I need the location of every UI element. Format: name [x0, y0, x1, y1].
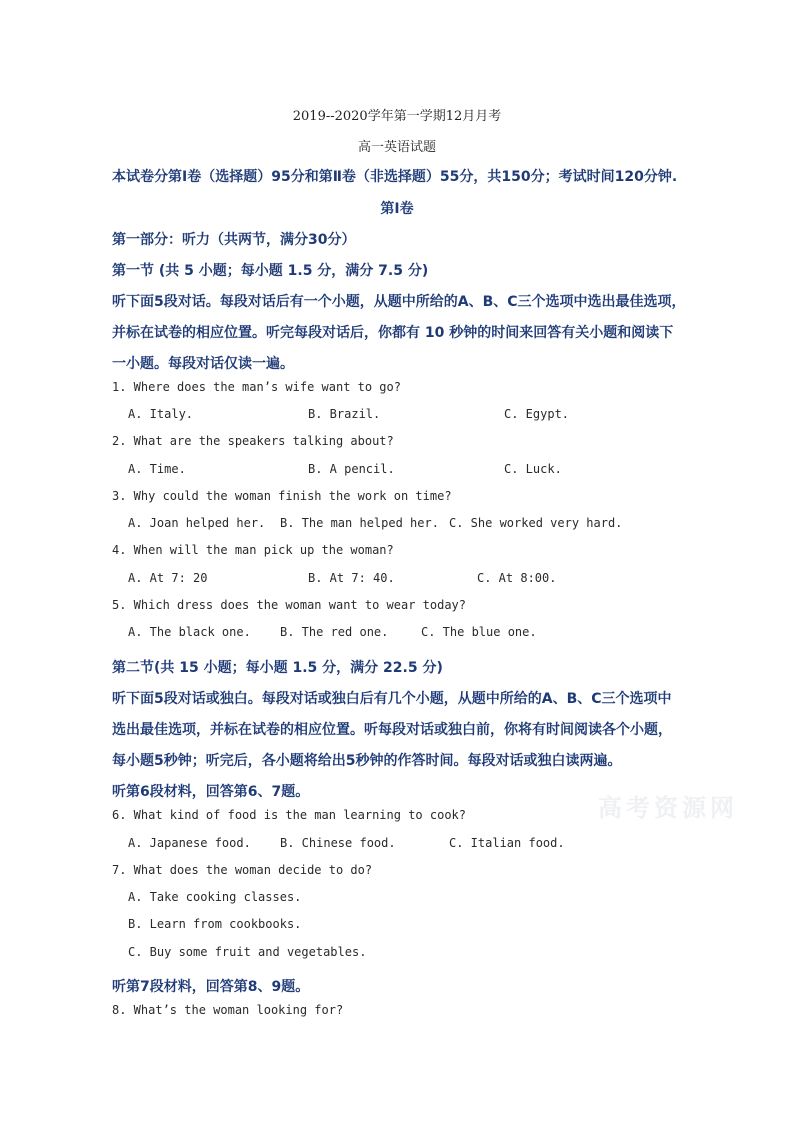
material-6-heading: 听第6段材料，回答第6、7题。 [112, 784, 310, 800]
option-c: C. Italian food. [449, 836, 565, 850]
question-5: 5. Which dress does the woman want to wear today? [112, 598, 467, 612]
option-a: A. Time. [128, 462, 186, 476]
option-c: C. Buy some fruit and vegetables. [128, 945, 367, 959]
question-1: 1. Where does the man’s wife want to go? [112, 380, 401, 394]
question-7: 7. What does the woman decide to do? [112, 863, 373, 877]
option-b: B. At 7: 40. [308, 571, 395, 585]
watermark: 高考资源网 [598, 794, 738, 822]
option-c: C. She worked very hard. [449, 516, 623, 530]
option-c: C. At 8:00. [477, 571, 557, 585]
option-c: C. Luck. [504, 462, 562, 476]
section1-title: 第一节 (共 5 小题；每小题 1.5 分，满分 7.5 分) [112, 263, 429, 279]
section1-instruction-line: 并标在试卷的相应位置。听完每段对话后，你都有 10 秒钟的时间来回答有关小题和阅读下 [112, 325, 674, 341]
section1-instruction-line: 一小题。每段对话仅读一遍。 [112, 356, 294, 372]
exam-title: 2019--2020学年第一学期12月月考 [292, 109, 502, 124]
option-b: B. The red one. [280, 625, 389, 639]
section1-instruction-line: 听下面5段对话。每段对话后有一个小题，从题中所给的A、B、C三个选项中选出最佳选项， [112, 294, 686, 310]
question-8: 8. What’s the woman looking for? [112, 1003, 344, 1017]
section2-title: 第二节(共 15 小题；每小题 1.5 分，满分 22.5 分) [112, 660, 443, 676]
question-4: 4. When will the man pick up the woman? [112, 543, 394, 557]
exam-intro: 本试卷分第Ⅰ卷（选择题）95分和第Ⅱ卷（非选择题）55分，共150分；考试时间120分钟. [112, 169, 678, 185]
option-a: A. Japanese food. [128, 836, 251, 850]
option-b: B. A pencil. [308, 462, 395, 476]
material-7-heading: 听第7段材料，回答第8、9题。 [112, 979, 310, 995]
section2-instruction-line: 听下面5段对话或独白。每段对话或独白后有几个小题，从题中所给的A、B、C三个选项中 [112, 691, 672, 707]
section2-instruction-line: 选出最佳选项，并标在试卷的相应位置。听每段对话或独白前，你将有时间阅读各个小题， [112, 722, 672, 738]
option-a: A. At 7: 20 [128, 571, 208, 585]
option-a: A. Italy. [128, 407, 194, 421]
option-a: A. Take cooking classes. [128, 890, 302, 904]
section2-instruction-line: 每小题5秒钟；听完后，各小题将给出5秒钟的作答时间。每段对话或独白读两遍。 [112, 753, 622, 769]
option-b: B. Learn from cookbooks. [128, 917, 302, 931]
question-3: 3. Why could the woman finish the work on time? [112, 489, 452, 503]
option-b: B. Brazil. [308, 407, 381, 421]
option-b: B. Chinese food. [280, 836, 396, 850]
option-a: A. The black one. [128, 625, 251, 639]
option-b: B. The man helped her. [280, 516, 439, 530]
option-c: C. Egypt. [504, 407, 570, 421]
subject-title: 高一英语试题 [357, 140, 436, 155]
volume-heading: 第Ⅰ卷 [380, 201, 414, 217]
question-6: 6. What kind of food is the man learning to cook? [112, 808, 467, 822]
part1-title: 第一部分：听力（共两节，满分30分） [112, 232, 356, 248]
question-2: 2. What are the speakers talking about? [112, 434, 394, 448]
option-a: A. Joan helped her. [128, 516, 266, 530]
option-c: C. The blue one. [421, 625, 537, 639]
